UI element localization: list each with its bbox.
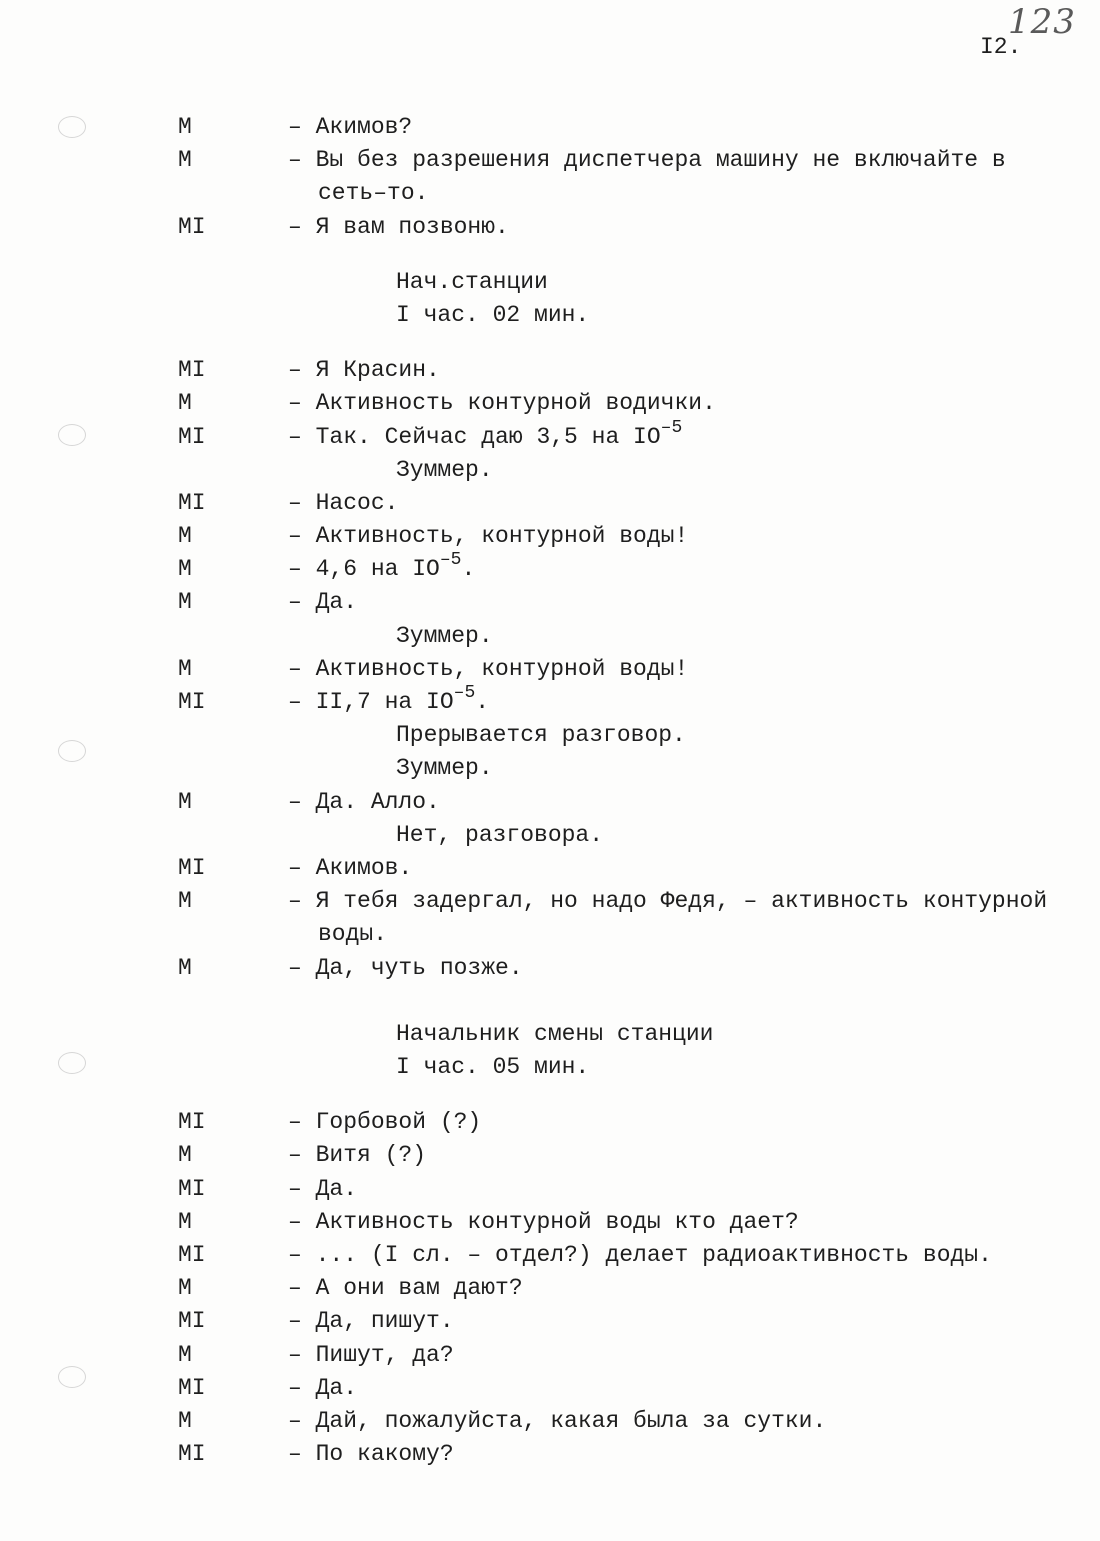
utterance xyxy=(288,550,476,586)
dialogue-line xyxy=(0,952,1100,985)
dialogue-line xyxy=(0,1438,1100,1471)
speaker-label: M xyxy=(178,788,192,815)
speaker-label: M xyxy=(178,888,192,915)
utterance: – Активность, контурной воды! xyxy=(288,523,689,550)
speaker-label: MI xyxy=(178,854,206,881)
section-heading xyxy=(0,266,1100,299)
speaker-label: MI xyxy=(178,489,206,516)
utterance-text: – 4,6 на IO xyxy=(288,556,440,583)
dialogue-line xyxy=(0,111,1100,144)
dialogue-line xyxy=(0,653,1100,686)
time-stamp: I час. 02 мин. xyxy=(396,301,590,328)
speaker-label: M xyxy=(178,1341,192,1368)
dialogue-line xyxy=(0,1339,1100,1372)
page-number: I2. xyxy=(980,34,1022,60)
stage-direction xyxy=(0,752,1100,785)
utterance-text: – Так. Сейчас даю 3,5 на IO xyxy=(288,423,661,450)
utterance-end: . xyxy=(475,689,490,715)
dialogue-line xyxy=(0,387,1100,420)
dialogue-line xyxy=(0,1239,1100,1272)
speaker-label: MI xyxy=(178,1441,206,1468)
speaker-label: M xyxy=(178,147,192,174)
utterance: – Я Красин. xyxy=(288,357,440,384)
utterance: – Активность контурной водички. xyxy=(288,390,716,417)
stage-direction xyxy=(0,819,1100,852)
dialogue-line xyxy=(0,417,1100,454)
utterance: – Пишут, да? xyxy=(288,1341,454,1368)
transcript xyxy=(0,111,1100,1471)
direction-text: Зуммер. xyxy=(396,456,493,483)
dialogue-line xyxy=(0,1173,1100,1206)
dialogue-line xyxy=(0,211,1100,244)
dialogue-line xyxy=(0,1372,1100,1405)
utterance: – Я тебя задергал, но надо Федя, – активность контурной xyxy=(288,888,1048,915)
direction-text: Зуммер. xyxy=(396,622,493,649)
dialogue-line xyxy=(0,1272,1100,1305)
speaker-label: M xyxy=(178,655,192,682)
utterance: – Я вам позвоню. xyxy=(288,213,509,240)
direction-text: Зуммер. xyxy=(396,755,493,782)
utterance: – Витя (?) xyxy=(288,1142,427,1169)
dialogue-line xyxy=(0,1206,1100,1239)
speaker-label: MI xyxy=(178,1242,206,1268)
direction-text: Нет, разговора. xyxy=(396,821,604,848)
utterance: – Акимов. xyxy=(288,854,413,881)
utterance: – Вы без разрешения диспетчера машину не включайте в xyxy=(288,147,1006,174)
dialogue-line xyxy=(0,144,1100,177)
utterance xyxy=(288,417,683,454)
speaker-label: MI xyxy=(178,1308,206,1335)
section-title: Нач.станции xyxy=(396,268,548,295)
stage-direction xyxy=(0,454,1100,487)
speaker-label: MI xyxy=(178,1175,206,1202)
dialogue-line xyxy=(0,487,1100,520)
dialogue-line xyxy=(0,885,1100,918)
dialogue-line xyxy=(0,683,1100,719)
section-title: Начальник смены станции xyxy=(396,1020,714,1047)
utterance-text: – II,7 на IO xyxy=(288,689,454,715)
exponent: –5 xyxy=(660,417,683,438)
speaker-label: M xyxy=(178,954,192,981)
utterance: – Горбовой (?) xyxy=(288,1109,482,1136)
speaker-label: M xyxy=(178,114,192,140)
time-stamp: I час. 05 мин. xyxy=(396,1054,590,1081)
dialogue-line xyxy=(0,1305,1100,1338)
dialogue-continuation xyxy=(0,918,1100,951)
utterance: – Активность контурной воды кто дает? xyxy=(288,1208,799,1235)
utterance: – Да. Алло. xyxy=(288,788,440,815)
speaker-label: M xyxy=(178,1142,192,1169)
utterance: – Да, пишут. xyxy=(288,1308,454,1335)
section-time xyxy=(0,1051,1100,1084)
dialogue-line xyxy=(0,1106,1100,1139)
dialogue-line xyxy=(0,550,1100,586)
speaker-label: MI xyxy=(178,689,206,715)
dialogue-line xyxy=(0,1139,1100,1172)
stage-direction xyxy=(0,620,1100,653)
speaker-label: M xyxy=(178,1407,192,1434)
section-heading xyxy=(0,1018,1100,1051)
utterance-end: . xyxy=(461,556,476,583)
utterance xyxy=(288,683,490,719)
utterance: – А они вам дают? xyxy=(288,1275,523,1302)
utterance: – Да. xyxy=(288,1175,358,1202)
utterance: – Да. xyxy=(288,589,358,616)
utterance: – Дай, пожалуйста, какая была за сутки. xyxy=(288,1407,827,1434)
utterance: – По какому? xyxy=(288,1441,454,1468)
utterance: – Да, чуть позже. xyxy=(288,954,523,981)
speaker-label: MI xyxy=(178,213,206,240)
stage-direction xyxy=(0,719,1100,752)
exponent: –5 xyxy=(453,683,476,703)
speaker-label: M xyxy=(178,390,192,417)
section-time xyxy=(0,299,1100,332)
dialogue-line xyxy=(0,786,1100,819)
utterance: – Насос. xyxy=(288,489,399,516)
utterance-continuation: сеть–то. xyxy=(318,180,429,207)
speaker-label: M xyxy=(178,589,192,616)
utterance: – Активность, контурной воды! xyxy=(288,655,689,682)
speaker-label: MI xyxy=(178,1374,206,1401)
dialogue-continuation xyxy=(0,177,1100,210)
speaker-label: M xyxy=(178,1208,192,1235)
utterance-continuation: воды. xyxy=(318,921,388,948)
dialogue-line xyxy=(0,852,1100,885)
speaker-label: M xyxy=(178,1275,192,1302)
dialogue-line xyxy=(0,1405,1100,1438)
speaker-label: MI xyxy=(178,423,206,450)
speaker-label: MI xyxy=(178,357,206,384)
utterance: – ... (I сл. – отдел?) делает радиоактивность воды. xyxy=(288,1242,992,1268)
dialogue-line xyxy=(0,520,1100,553)
speaker-label: M xyxy=(178,523,192,550)
handwritten-archive-number: 123 xyxy=(1008,2,1076,42)
utterance: – Акимов? xyxy=(288,114,413,140)
exponent: –5 xyxy=(439,550,462,571)
direction-text: Прерывается разговор. xyxy=(396,722,686,749)
speaker-label: MI xyxy=(178,1109,206,1136)
dialogue-line xyxy=(0,586,1100,619)
dialogue-line xyxy=(0,354,1100,387)
speaker-label: M xyxy=(178,556,192,583)
utterance: – Да. xyxy=(288,1374,358,1401)
